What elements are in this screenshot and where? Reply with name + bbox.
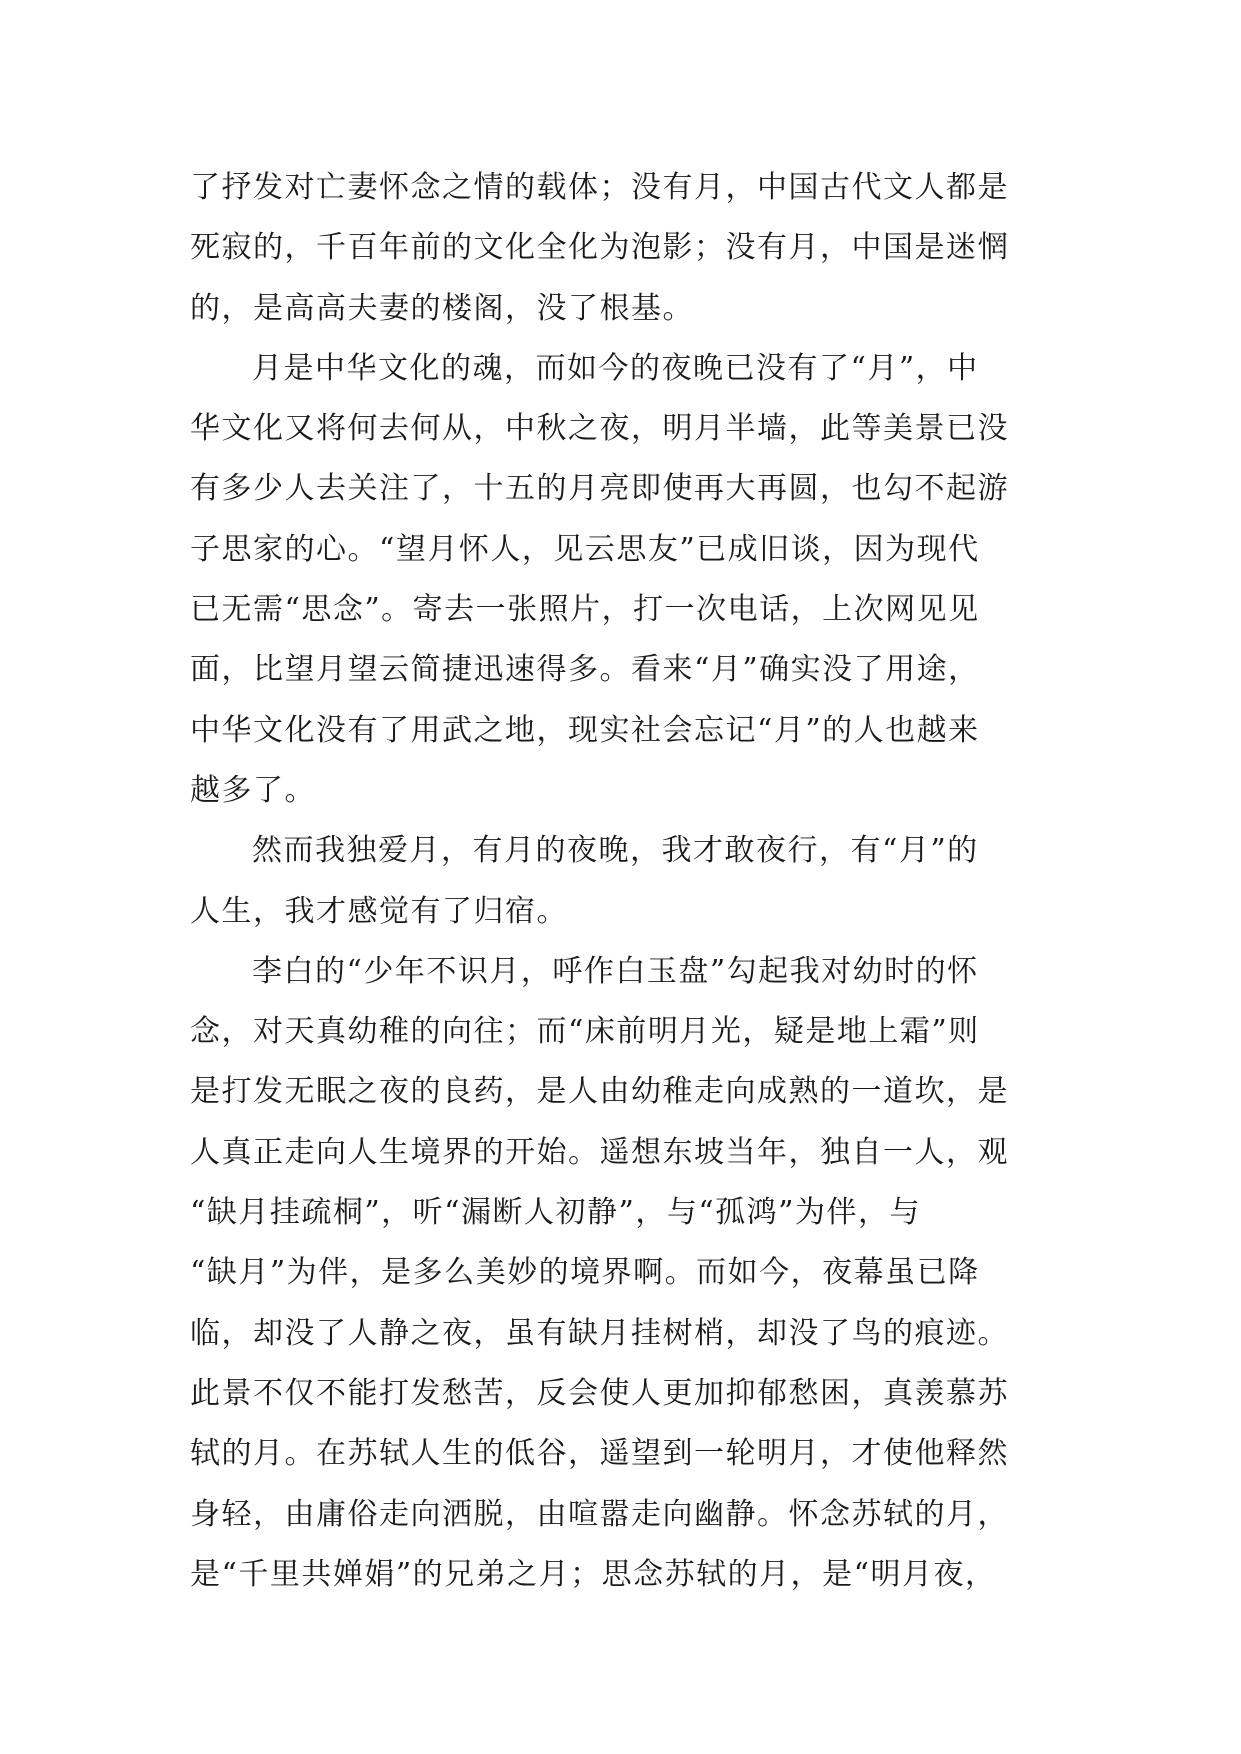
text-line-8: 已无需“思念”。寄去一张照片，打一次电话，上次网见见 [190,592,980,628]
text-line-21: 此景不仅不能打发愁苦，反会使人更加抑郁愁困，真羡慕苏 [190,1375,1009,1411]
text-line-24: 是“千里共婵娟”的兄弟之月；思念苏轼的月，是“明月夜， [190,1556,997,1592]
text-line-2: 死寂的，千百年前的文化全化为泡影；没有月，中国是迷惘 [190,230,1009,266]
text-line-16: 是打发无眠之夜的良药，是人由幼稚走向成熟的一道坎，是 [190,1074,1009,1110]
text-line-22: 轼的月。在苏轼人生的低谷，遥望到一轮明月，才使他释然 [190,1436,1009,1472]
text-line-12: 然而我独爱月，有月的夜晚，我才敢夜行，有“月”的 [252,833,979,869]
text-line-9: 面，比望月望云简捷迅速得多。看来“月”确实没了用途， [190,652,980,688]
text-line-7: 子思家的心。“望月怀人，见云思友”已成旧谈，因为现代 [190,531,980,567]
text-line-3: 的，是高高夫妻的楼阁，没了根基。 [190,290,694,326]
text-line-6: 有多少人去关注了，十五的月亮即使再大再圆，也勾不起游 [190,471,1009,507]
text-line-5: 华文化又将何去何从，中秋之夜，明月半墙，此等美景已没 [190,411,1009,447]
text-line-20: 临，却没了人静之夜，虽有缺月挂树梢，却没了鸟的痕迹。 [190,1315,1009,1351]
text-line-23: 身轻，由庸俗走向洒脱，由喧嚣走向幽静。怀念苏轼的月， [190,1496,1009,1532]
text-line-19: “缺月”为伴，是多么美妙的境界啊。而如今，夜幕虽已降 [190,1255,980,1291]
text-line-10: 中华文化没有了用武之地，现实社会忘记“月”的人也越来 [190,712,980,748]
text-line-13: 人生，我才感觉有了归宿。 [190,893,568,929]
text-line-11: 越多了。 [190,772,316,808]
text-line-14: 李白的“少年不识月，呼作白玉盘”勾起我对幼时的怀 [252,953,979,989]
text-line-17: 人真正走向人生境界的开始。遥想东坡当年，独自一人，观 [190,1134,1009,1170]
text-line-4: 月是中华文化的魂，而如今的夜晚已没有了“月”，中 [252,350,979,386]
text-line-1: 了抒发对亡妻怀念之情的载体；没有月，中国古代文人都是 [190,170,1009,205]
body-text [190,158,1070,1605]
text-line-15: 念，对天真幼稚的向往；而“床前明月光，疑是地上霜”则 [190,1014,980,1050]
text-line-18: “缺月挂疏桐”，听“漏断人初静”，与“孤鸿”为伴，与 [190,1195,922,1231]
